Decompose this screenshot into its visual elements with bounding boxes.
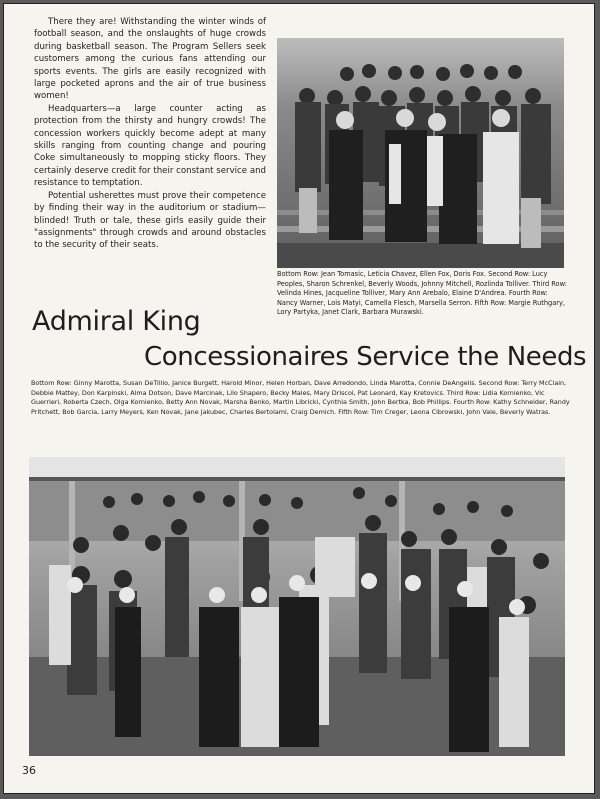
intro-text <box>34 16 266 252</box>
program-sellers-group-photo <box>277 38 564 268</box>
intro-paragraph-3: Potential usherettes must prove their competence by finding their way in the auditorium or stadium—blinded! Truth or tale, these girls easily guide their "assignments" through crowds and around obstacles to the security of their seats. <box>34 190 266 251</box>
page-number: 36 <box>22 764 36 777</box>
headline-admiral-king: Admiral King <box>32 306 201 337</box>
concessionaires-group-photo <box>29 457 565 756</box>
intro-paragraph-2: Headquarters—a large counter acting as protection from the thirsty and hungry crowds! The concession workers quickly become adept at many skills ranging from counting change and pouring Coke simultaneously to mopping sticky floors. They certainly deserve credit for their constant service and resistance to temptation. <box>34 103 266 189</box>
intro-paragraph-1: There they are! Withstanding the winter winds of football season, and the onslaughts of huge crowds during basketball season. The Program Sellers seek customers among the curious fans attending our sports events. The girls are easily recognized with large pocketed aprons and the air of true business women! <box>34 17 266 102</box>
headline-concessionaires: Concessionaires Service the Needs <box>144 342 587 372</box>
program-sellers-caption: Bottom Row: Jean Tomasic, Leticia Chavez, Ellen Fox, Doris Fox. Second Row: Lucy Peoples, Sharon Schrenkel, Beverly Woods, Johnny Mitchell, Rozlinda Tolliver. Third Row: Velinda Hines, Jacqueline Tolliver, Mary Ann Arebalo, Elaine D'Andrea. Fourth Row: Nancy Warner, Lois Matyi, Camella Flesch, Marsella Serron. Fifth Row: Margie Ruthgary, Lory Partyka, Janet Clark, Barbara Murawski. <box>277 270 567 317</box>
yearbook-page <box>3 3 595 794</box>
concessionaires-caption: Bottom Row: Ginny Marotta, Susan DeTillio, Janice Burgett, Harold Minor, Helen Horban, Dave Arredondo, Linda Marotta, Connie DeAngelis. Second Row: Terry McClain, Debbie Mattey, Don Karpinski, Alma Dotson, Dave Marcinak, Lilo Shapero, Becky Males, Mary Driscol, Pat Leonard, Kay Kretovics. Third Row: Lidia Kornienko, Vic Guerrieri, Roberta Czech, Olga Kornienko, Betty Ann Novak, Marsha Benko, Martin Libricki, Cynthia Smith, John Bertka, Bob Phillips. Fourth Row: Kathy Schneider, Randy Pritchett, Bob Garcia, Larry Meyers, Ken Novak, Jane Jakubec, Charles Bertolami, Craig Demich. Fifth Row: Tim Creger, Leona Cibrowski, John Vale, Beverly Watras. <box>31 379 570 416</box>
